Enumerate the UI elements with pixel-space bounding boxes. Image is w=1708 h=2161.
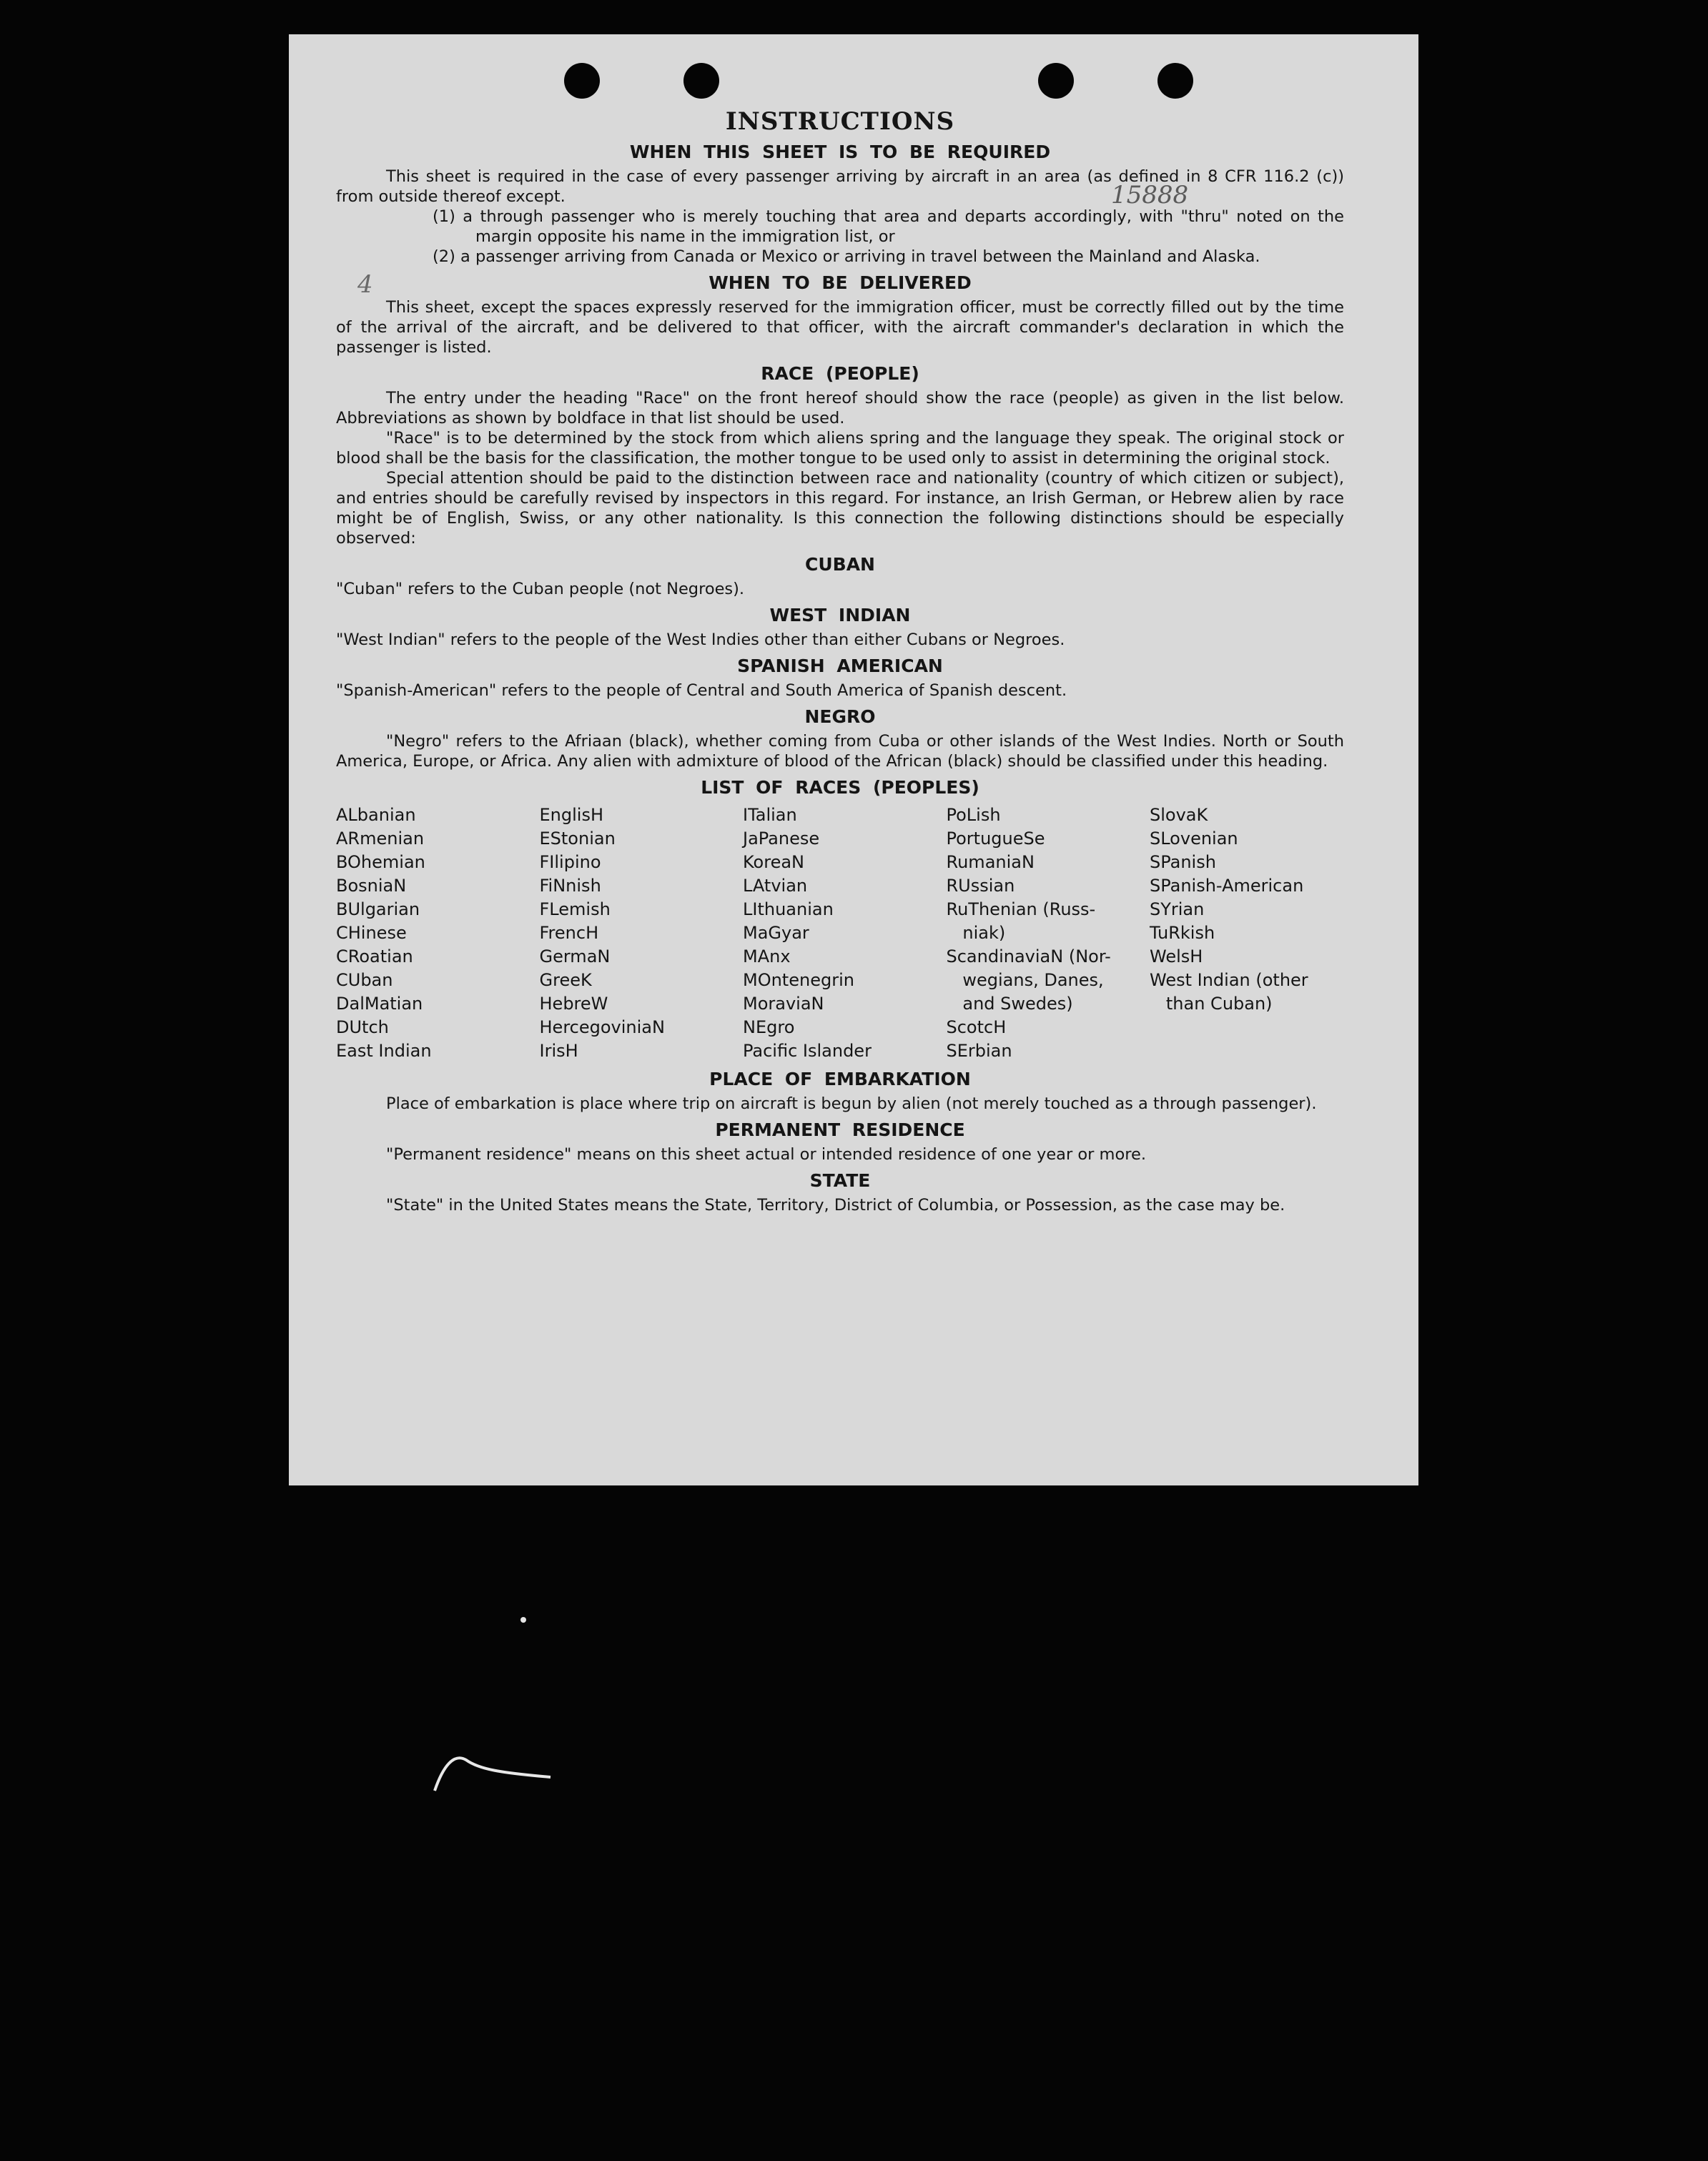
race-item: than Cuban) bbox=[1150, 994, 1273, 1014]
film-speck bbox=[520, 1617, 526, 1623]
race-item: HebreW bbox=[539, 994, 608, 1014]
state-text: "State" in the United States means the State, Territory, District of Columbia, or Possession, as the case may be. bbox=[386, 1196, 1285, 1215]
punch-hole bbox=[564, 63, 600, 99]
races-column bbox=[540, 803, 734, 1063]
race-item: MaGyar bbox=[743, 923, 809, 943]
race-item: JaPanese bbox=[743, 829, 820, 849]
race-item: SPanish bbox=[1150, 852, 1216, 872]
section-heading-race: RACE (PEOPLE) bbox=[761, 363, 919, 384]
races-column bbox=[947, 803, 1141, 1063]
race-item: BOhemian bbox=[336, 852, 425, 872]
section-heading-cuban: CUBAN bbox=[805, 554, 875, 575]
west-indian-text: "West Indian" refers to the people of the West Indies other than either Cubans or Negroes. bbox=[336, 631, 1065, 649]
sheet-content bbox=[336, 107, 1344, 1215]
handwritten-number: 15888 bbox=[1111, 181, 1189, 209]
section-heading-negro: NEGRO bbox=[804, 706, 876, 727]
race-paragraph: "Race" is to be determined by the stock from which aliens spring and the language they speak. The original stock or blood shall be the basis for the classification, the mother tongue to be used only to assist in determining the original stock. bbox=[336, 429, 1344, 468]
race-item: DUtch bbox=[336, 1017, 389, 1037]
delivered-text: This sheet, except the spaces expressly reserved for the immigration officer, must be correctly filled out by the time of the arrival of the aircraft, and be delivered to that officer, with the aircraft commander's declaration in which the passenger is listed. bbox=[336, 298, 1344, 357]
races-list bbox=[336, 803, 1344, 1063]
races-column bbox=[743, 803, 937, 1063]
race-item: EStonian bbox=[539, 829, 616, 849]
race-item: CUban bbox=[336, 970, 393, 990]
race-item: MOntenegrin bbox=[743, 970, 854, 990]
race-item: ALbanian bbox=[336, 805, 416, 825]
punch-hole bbox=[1157, 63, 1193, 99]
race-item: RUssian bbox=[946, 876, 1015, 896]
race-item: SLovenian bbox=[1150, 829, 1238, 849]
required-intro: This sheet is required in the case of every passenger arriving by aircraft in an area (as defined in 8 CFR 116.2 (c)) from outside thereof except. bbox=[336, 167, 1344, 206]
race-item: SPanish-American bbox=[1150, 876, 1304, 896]
race-item: and Swedes) bbox=[946, 994, 1073, 1014]
race-item: FrencH bbox=[539, 923, 599, 943]
race-item: BUlgarian bbox=[336, 899, 420, 919]
races-column bbox=[1150, 803, 1344, 1063]
race-item: SErbian bbox=[946, 1041, 1012, 1061]
race-item: ScandinaviaN (Nor- bbox=[946, 946, 1111, 966]
exception-item: (1) a through passenger who is merely touching that area and departs accordingly, with "thru" noted on the margin opposite his name in the immigration list, or bbox=[433, 207, 1344, 246]
race-item: MoraviaN bbox=[743, 994, 824, 1014]
section-heading-delivered: WHEN TO BE DELIVERED bbox=[709, 272, 972, 293]
race-item: EnglisH bbox=[539, 805, 603, 825]
race-item: niak) bbox=[946, 923, 1006, 943]
race-item: ARmenian bbox=[336, 829, 425, 849]
negro-text: "Negro" refers to the Afriaan (black), whether coming from Cuba or other islands of the West Indies. North or South America, Europe, or Africa. Any alien with admixture of blood of the African (black) should be classified under this heading. bbox=[336, 732, 1344, 771]
race-item: RumaniaN bbox=[946, 852, 1035, 872]
section-heading-spanish-american: SPANISH AMERICAN bbox=[737, 656, 943, 676]
races-column bbox=[336, 803, 530, 1063]
embarkation-text: Place of embarkation is place where trip on aircraft is begun by alien (not merely touched as a through passenger). bbox=[386, 1094, 1317, 1113]
race-item: KoreaN bbox=[743, 852, 804, 872]
race-item: PortugueSe bbox=[946, 829, 1045, 849]
section-heading-required: WHEN THIS SHEET IS TO BE REQUIRED bbox=[629, 142, 1051, 162]
page-title: INSTRUCTIONS bbox=[725, 107, 955, 136]
punch-hole bbox=[683, 63, 719, 99]
exception-item: (2) a passenger arriving from Canada or Mexico or arriving in travel between the Mainland and Alaska. bbox=[433, 247, 1260, 266]
section-heading-residence: PERMANENT RESIDENCE bbox=[715, 1119, 965, 1140]
race-item: DalMatian bbox=[336, 994, 423, 1014]
race-item: BosniaN bbox=[336, 876, 407, 896]
cuban-text: "Cuban" refers to the Cuban people (not Negroes). bbox=[336, 580, 745, 598]
race-item: FiNnish bbox=[539, 876, 601, 896]
race-item: West Indian (other bbox=[1150, 970, 1308, 990]
race-item: SlovaK bbox=[1150, 805, 1208, 825]
spanish-american-text: "Spanish-American" refers to the people of Central and South America of Spanish descent. bbox=[336, 681, 1067, 700]
race-item: GreeK bbox=[539, 970, 592, 990]
section-heading-west-indian: WEST INDIAN bbox=[769, 605, 911, 625]
residence-text: "Permanent residence" means on this sheet actual or intended residence of one year or more. bbox=[386, 1145, 1146, 1164]
handwritten-mark: 4 bbox=[357, 270, 373, 299]
film-scratch bbox=[429, 1744, 558, 1801]
race-item: HercegoviniaN bbox=[539, 1017, 665, 1037]
race-item: Pacific Islander bbox=[743, 1041, 872, 1061]
race-item: FIlipino bbox=[539, 852, 601, 872]
race-item: CRoatian bbox=[336, 946, 413, 966]
instruction-sheet bbox=[289, 34, 1418, 1485]
race-item: MAnx bbox=[743, 946, 791, 966]
race-item: ITalian bbox=[743, 805, 797, 825]
race-item: NEgro bbox=[743, 1017, 795, 1037]
race-item: ScotcH bbox=[946, 1017, 1007, 1037]
race-item: LIthuanian bbox=[743, 899, 834, 919]
race-item: IrisH bbox=[539, 1041, 578, 1061]
race-paragraph: The entry under the heading "Race" on the front hereof should show the race (people) as given in the list below. Abbreviations as shown by boldface in that list should be used. bbox=[336, 389, 1344, 427]
section-heading-list: LIST OF RACES (PEOPLES) bbox=[701, 777, 979, 798]
race-item: WelsH bbox=[1150, 946, 1203, 966]
race-item: RuThenian (Russ- bbox=[946, 899, 1096, 919]
race-item: SYrian bbox=[1150, 899, 1205, 919]
exceptions-list bbox=[433, 207, 1344, 267]
section-heading-embarkation: PLACE OF EMBARKATION bbox=[709, 1069, 971, 1089]
race-item: LAtvian bbox=[743, 876, 808, 896]
race-item: FLemish bbox=[539, 899, 611, 919]
race-item: GermaN bbox=[539, 946, 611, 966]
race-item: CHinese bbox=[336, 923, 407, 943]
race-item: East Indian bbox=[336, 1041, 432, 1061]
section-heading-state: STATE bbox=[809, 1170, 871, 1191]
race-item: TuRkish bbox=[1150, 923, 1215, 943]
race-paragraph: Special attention should be paid to the distinction between race and nationality (country of which citizen or subject), and entries should be carefully revised by inspectors in this regard. For instance, an Irish German, or Hebrew alien by race might be of English, Swiss, or any other nationality. Is this connection the following distinctions should be especially observed: bbox=[336, 469, 1344, 548]
race-item: wegians, Danes, bbox=[946, 970, 1104, 990]
race-item: PoLish bbox=[946, 805, 1001, 825]
punch-hole bbox=[1038, 63, 1074, 99]
